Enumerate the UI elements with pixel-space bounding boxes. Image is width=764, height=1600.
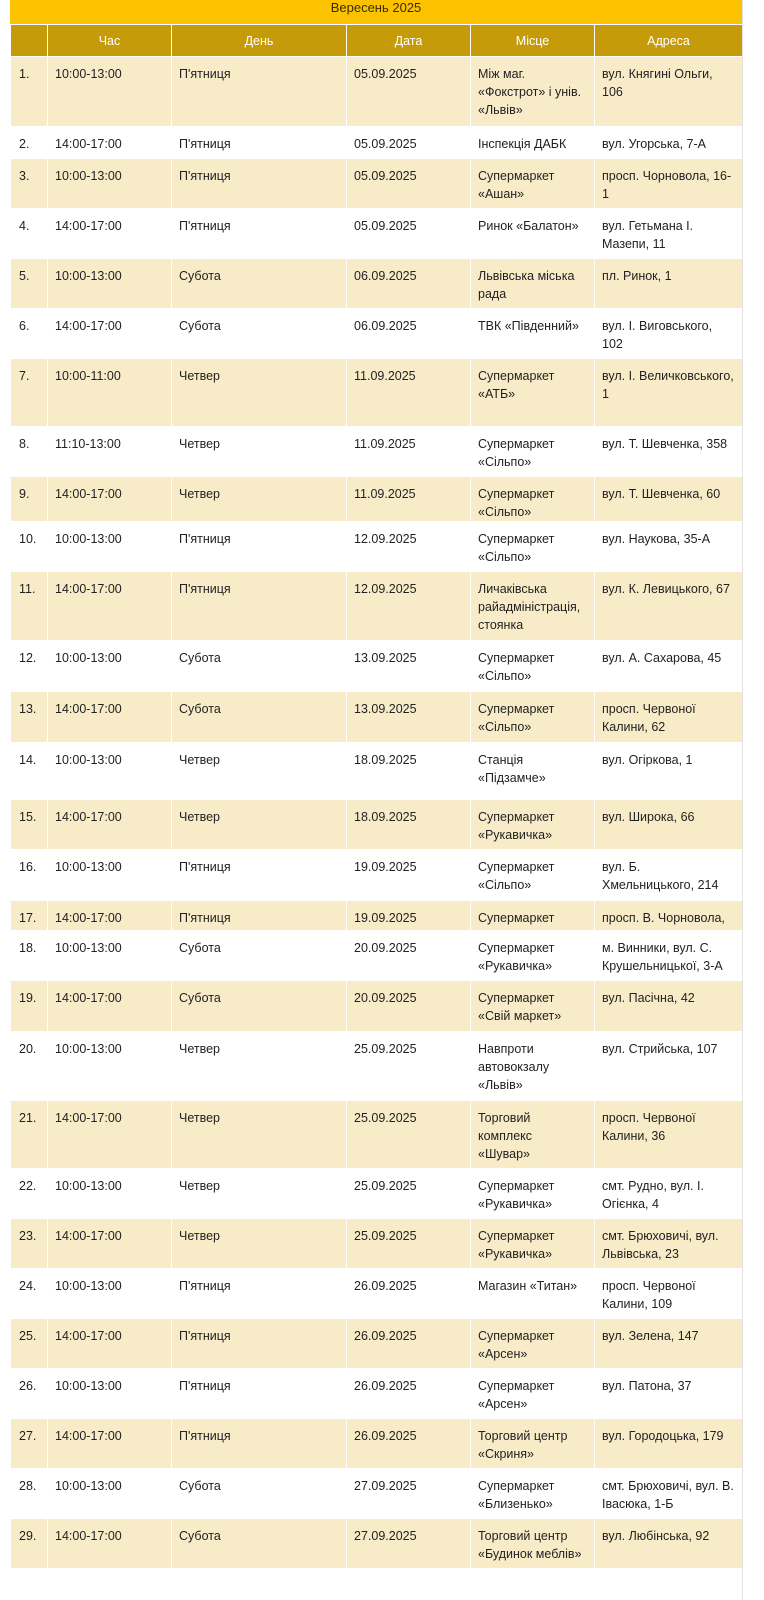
cell-address: вул. Городоцька, 179 bbox=[595, 1419, 743, 1469]
header-row bbox=[11, 25, 743, 57]
header-time: Час bbox=[48, 25, 172, 57]
table-row bbox=[11, 209, 743, 259]
cell-date: 13.09.2025 bbox=[347, 641, 471, 692]
cell-place: Інспекція ДАБК bbox=[471, 127, 595, 159]
cell-address: вул. Любінська, 92 bbox=[595, 1519, 743, 1569]
cell-place: Супермаркет «Близенько» bbox=[471, 1469, 595, 1519]
table-row bbox=[11, 159, 743, 209]
cell-date: 26.09.2025 bbox=[347, 1319, 471, 1369]
cell-time: 10:00-13:00 bbox=[48, 259, 172, 309]
cell-day: Субота bbox=[172, 981, 347, 1032]
cell-address: вул. Гетьмана І. Мазепи, 11 bbox=[595, 209, 743, 259]
cell-day: Субота bbox=[172, 309, 347, 359]
cell-date: 20.09.2025 bbox=[347, 981, 471, 1032]
table-row bbox=[11, 1519, 743, 1569]
cell-num: 7. bbox=[11, 359, 48, 427]
cell-num: 21. bbox=[11, 1101, 48, 1169]
cell-address: вул. К. Левицького, 67 bbox=[595, 572, 743, 641]
cell-date: 18.09.2025 bbox=[347, 743, 471, 800]
cell-place: Супермаркет «Рукавичка» bbox=[471, 1219, 595, 1269]
cell-date: 05.09.2025 bbox=[347, 209, 471, 259]
cell-num: 26. bbox=[11, 1369, 48, 1419]
cell-num: 11. bbox=[11, 572, 48, 641]
cell-num: 25. bbox=[11, 1319, 48, 1369]
cell-address: вул. Зелена, 147 bbox=[595, 1319, 743, 1369]
cell-time: 14:00-17:00 bbox=[48, 572, 172, 641]
cell-date: 18.09.2025 bbox=[347, 800, 471, 850]
cell-place: Супермаркет «Рукавичка» bbox=[471, 931, 595, 981]
cell-day: Четвер bbox=[172, 359, 347, 427]
cell-time: 14:00-17:00 bbox=[48, 309, 172, 359]
cell-num: 12. bbox=[11, 641, 48, 692]
cell-place: Торговий центр «Будинок меблів» bbox=[471, 1519, 595, 1569]
cell-time: 14:00-17:00 bbox=[48, 1519, 172, 1569]
table-row bbox=[11, 1032, 743, 1101]
cell-address: смт. Рудно, вул. І. Огієнка, 4 bbox=[595, 1169, 743, 1219]
cell-num: 24. bbox=[11, 1269, 48, 1319]
cell-address: вул. Патона, 37 bbox=[595, 1369, 743, 1419]
cell-place: Супермаркет «Рукавичка» bbox=[471, 800, 595, 850]
cell-place: Супермаркет «Сільпо» bbox=[471, 692, 595, 743]
cell-num: 15. bbox=[11, 800, 48, 850]
cell-place: Супермаркет «Свій маркет» bbox=[471, 981, 595, 1032]
table-row bbox=[11, 1319, 743, 1369]
cell-date: 05.09.2025 bbox=[347, 57, 471, 127]
cell-date: 05.09.2025 bbox=[347, 159, 471, 209]
cell-day: Четвер bbox=[172, 743, 347, 800]
header-place: Місце bbox=[471, 25, 595, 57]
cell-address: просп. Червоної Калини, 62 bbox=[595, 692, 743, 743]
cell-time: 14:00-17:00 bbox=[48, 209, 172, 259]
table-row bbox=[11, 692, 743, 743]
schedule-table bbox=[10, 24, 743, 1569]
cell-day: Субота bbox=[172, 1469, 347, 1519]
cell-address: просп. Червоної Калини, 109 bbox=[595, 1269, 743, 1319]
cell-num: 14. bbox=[11, 743, 48, 800]
cell-time: 10:00-13:00 bbox=[48, 931, 172, 981]
cell-day: П'ятниця bbox=[172, 572, 347, 641]
cell-num: 19. bbox=[11, 981, 48, 1032]
cell-num: 23. bbox=[11, 1219, 48, 1269]
cell-place: Личаківська райадміністрація, стоянка bbox=[471, 572, 595, 641]
cell-address: просп. В. Чорновола, bbox=[595, 901, 743, 931]
cell-day: Четвер bbox=[172, 1169, 347, 1219]
cell-address: вул. Т. Шевченка, 358 bbox=[595, 427, 743, 477]
cell-place: Навпроти автовокзалу «Львів» bbox=[471, 1032, 595, 1101]
table-row bbox=[11, 743, 743, 800]
cell-time: 10:00-13:00 bbox=[48, 850, 172, 901]
cell-address: вул. Наукова, 35-А bbox=[595, 522, 743, 572]
cell-time: 14:00-17:00 bbox=[48, 1101, 172, 1169]
cell-time: 14:00-17:00 bbox=[48, 127, 172, 159]
table-row bbox=[11, 1101, 743, 1169]
cell-place: Торговий комплекс «Шувар» bbox=[471, 1101, 595, 1169]
cell-date: 11.09.2025 bbox=[347, 477, 471, 522]
table-row bbox=[11, 931, 743, 981]
cell-place: Супермаркет «Сільпо» bbox=[471, 427, 595, 477]
cell-time: 14:00-17:00 bbox=[48, 981, 172, 1032]
cell-address: пл. Ринок, 1 bbox=[595, 259, 743, 309]
cell-place: Супермаркет «Сільпо» bbox=[471, 522, 595, 572]
cell-address: просп. Червоної Калини, 36 bbox=[595, 1101, 743, 1169]
cell-day: П'ятниця bbox=[172, 1269, 347, 1319]
cell-day: П'ятниця bbox=[172, 159, 347, 209]
cell-day: Четвер bbox=[172, 477, 347, 522]
cell-place: Супермаркет «Сільпо» bbox=[471, 641, 595, 692]
cell-date: 11.09.2025 bbox=[347, 359, 471, 427]
header-address: Адреса bbox=[595, 25, 743, 57]
cell-date: 25.09.2025 bbox=[347, 1101, 471, 1169]
table-row bbox=[11, 800, 743, 850]
table-row bbox=[11, 359, 743, 427]
cell-num: 29. bbox=[11, 1519, 48, 1569]
table-row bbox=[11, 522, 743, 572]
cell-day: П'ятниця bbox=[172, 209, 347, 259]
table-row bbox=[11, 1169, 743, 1219]
cell-place: Львівська міська рада bbox=[471, 259, 595, 309]
table-row bbox=[11, 981, 743, 1032]
cell-time: 10:00-13:00 bbox=[48, 1269, 172, 1319]
cell-day: Субота bbox=[172, 259, 347, 309]
cell-day: Четвер bbox=[172, 800, 347, 850]
table-row bbox=[11, 57, 743, 127]
cell-date: 19.09.2025 bbox=[347, 850, 471, 901]
cell-day: П'ятниця bbox=[172, 850, 347, 901]
cell-time: 10:00-13:00 bbox=[48, 159, 172, 209]
cell-num: 1. bbox=[11, 57, 48, 127]
cell-time: 14:00-17:00 bbox=[48, 800, 172, 850]
cell-num: 5. bbox=[11, 259, 48, 309]
cell-time: 14:00-17:00 bbox=[48, 1419, 172, 1469]
cell-num: 22. bbox=[11, 1169, 48, 1219]
cell-num: 2. bbox=[11, 127, 48, 159]
cell-date: 27.09.2025 bbox=[347, 1519, 471, 1569]
cell-day: Субота bbox=[172, 1519, 347, 1569]
table-row bbox=[11, 641, 743, 692]
cell-date: 20.09.2025 bbox=[347, 931, 471, 981]
table-row bbox=[11, 127, 743, 159]
cell-place: Супермаркет bbox=[471, 901, 595, 931]
cell-day: Субота bbox=[172, 931, 347, 981]
cell-time: 14:00-17:00 bbox=[48, 1219, 172, 1269]
cell-place: Супермаркет «Арсен» bbox=[471, 1319, 595, 1369]
cell-time: 10:00-11:00 bbox=[48, 359, 172, 427]
cell-address: вул. Т. Шевченка, 60 bbox=[595, 477, 743, 522]
cell-num: 8. bbox=[11, 427, 48, 477]
cell-num: 13. bbox=[11, 692, 48, 743]
cell-address: вул. Угорська, 7-А bbox=[595, 127, 743, 159]
cell-date: 12.09.2025 bbox=[347, 572, 471, 641]
cell-day: П'ятниця bbox=[172, 57, 347, 127]
cell-place: Супермаркет «Сільпо» bbox=[471, 477, 595, 522]
cell-time: 14:00-17:00 bbox=[48, 1319, 172, 1369]
cell-place: Станція «Підзамче» bbox=[471, 743, 595, 800]
cell-num: 18. bbox=[11, 931, 48, 981]
cell-time: 10:00-13:00 bbox=[48, 1469, 172, 1519]
cell-day: П'ятниця bbox=[172, 901, 347, 931]
cell-num: 4. bbox=[11, 209, 48, 259]
cell-day: Четвер bbox=[172, 1032, 347, 1101]
cell-address: вул. Б. Хмельницького, 214 bbox=[595, 850, 743, 901]
cell-day: Четвер bbox=[172, 1101, 347, 1169]
cell-date: 25.09.2025 bbox=[347, 1219, 471, 1269]
cell-place: Супермаркет «Арсен» bbox=[471, 1369, 595, 1419]
cell-num: 6. bbox=[11, 309, 48, 359]
cell-place: Між маг. «Фокстрот» і унів. «Львів» bbox=[471, 57, 595, 127]
cell-date: 05.09.2025 bbox=[347, 127, 471, 159]
cell-address: вул. Огіркова, 1 bbox=[595, 743, 743, 800]
cell-time: 10:00-13:00 bbox=[48, 57, 172, 127]
cell-num: 3. bbox=[11, 159, 48, 209]
cell-day: П'ятниця bbox=[172, 127, 347, 159]
cell-date: 06.09.2025 bbox=[347, 259, 471, 309]
cell-time: 10:00-13:00 bbox=[48, 641, 172, 692]
header-day: День bbox=[172, 25, 347, 57]
cell-date: 25.09.2025 bbox=[347, 1032, 471, 1101]
table-row bbox=[11, 427, 743, 477]
table-row bbox=[11, 1419, 743, 1469]
cell-address: вул. І. Величковського, 1 bbox=[595, 359, 743, 427]
cell-day: Субота bbox=[172, 641, 347, 692]
cell-place: Торговий центр «Скриня» bbox=[471, 1419, 595, 1469]
cell-day: Субота bbox=[172, 692, 347, 743]
cell-place: Ринок «Балатон» bbox=[471, 209, 595, 259]
cell-num: 16. bbox=[11, 850, 48, 901]
cell-day: П'ятниця bbox=[172, 1369, 347, 1419]
cell-time: 10:00-13:00 bbox=[48, 1169, 172, 1219]
cell-num: 10. bbox=[11, 522, 48, 572]
cell-address: вул. Широка, 66 bbox=[595, 800, 743, 850]
cell-day: П'ятниця bbox=[172, 522, 347, 572]
cell-day: Четвер bbox=[172, 427, 347, 477]
cell-place: ТВК «Південний» bbox=[471, 309, 595, 359]
cell-address: смт. Брюховичі, вул. Львівська, 23 bbox=[595, 1219, 743, 1269]
cell-num: 20. bbox=[11, 1032, 48, 1101]
cell-num: 9. bbox=[11, 477, 48, 522]
cell-address: вул. Пасічна, 42 bbox=[595, 981, 743, 1032]
table-row bbox=[11, 572, 743, 641]
table-row bbox=[11, 901, 743, 931]
cell-address: вул. І. Виговського, 102 bbox=[595, 309, 743, 359]
table-row bbox=[11, 1469, 743, 1519]
cell-date: 27.09.2025 bbox=[347, 1469, 471, 1519]
cell-time: 14:00-17:00 bbox=[48, 901, 172, 931]
cell-address: вул. Княгині Ольги, 106 bbox=[595, 57, 743, 127]
cell-time: 10:00-13:00 bbox=[48, 1032, 172, 1101]
header-date: Дата bbox=[347, 25, 471, 57]
table-row bbox=[11, 259, 743, 309]
cell-place: Супермаркет «АТБ» bbox=[471, 359, 595, 427]
table-row bbox=[11, 1219, 743, 1269]
cell-date: 06.09.2025 bbox=[347, 309, 471, 359]
cell-place: Магазин «Титан» bbox=[471, 1269, 595, 1319]
cell-date: 25.09.2025 bbox=[347, 1169, 471, 1219]
table-row bbox=[11, 1269, 743, 1319]
cell-date: 26.09.2025 bbox=[347, 1269, 471, 1319]
cell-address: просп. Чорновола, 16-1 bbox=[595, 159, 743, 209]
cell-date: 26.09.2025 bbox=[347, 1419, 471, 1469]
cell-address: вул. Стрийська, 107 bbox=[595, 1032, 743, 1101]
cell-day: П'ятниця bbox=[172, 1319, 347, 1369]
cell-date: 26.09.2025 bbox=[347, 1369, 471, 1419]
table-row bbox=[11, 1369, 743, 1419]
cell-date: 12.09.2025 bbox=[347, 522, 471, 572]
page-edge-divider bbox=[742, 0, 743, 1600]
month-title: Вересень 2025 bbox=[10, 0, 742, 24]
header-num bbox=[11, 25, 48, 57]
cell-time: 11:10-13:00 bbox=[48, 427, 172, 477]
cell-place: Супермаркет «Ашан» bbox=[471, 159, 595, 209]
cell-time: 14:00-17:00 bbox=[48, 477, 172, 522]
cell-day: Четвер bbox=[172, 1219, 347, 1269]
cell-address: м. Винники, вул. С. Крушельницької, 3-А bbox=[595, 931, 743, 981]
table-row bbox=[11, 309, 743, 359]
cell-address: смт. Брюховичі, вул. В. Івасюка, 1-Б bbox=[595, 1469, 743, 1519]
cell-time: 10:00-13:00 bbox=[48, 743, 172, 800]
cell-time: 14:00-17:00 bbox=[48, 692, 172, 743]
table-row bbox=[11, 850, 743, 901]
cell-num: 17. bbox=[11, 901, 48, 931]
cell-place: Супермаркет «Сільпо» bbox=[471, 850, 595, 901]
cell-num: 28. bbox=[11, 1469, 48, 1519]
cell-time: 10:00-13:00 bbox=[48, 522, 172, 572]
cell-date: 11.09.2025 bbox=[347, 427, 471, 477]
cell-date: 13.09.2025 bbox=[347, 692, 471, 743]
cell-time: 10:00-13:00 bbox=[48, 1369, 172, 1419]
cell-date: 19.09.2025 bbox=[347, 901, 471, 931]
cell-address: вул. А. Сахарова, 45 bbox=[595, 641, 743, 692]
cell-place: Супермаркет «Рукавичка» bbox=[471, 1169, 595, 1219]
cell-num: 27. bbox=[11, 1419, 48, 1469]
table-row bbox=[11, 477, 743, 522]
cell-day: П'ятниця bbox=[172, 1419, 347, 1469]
